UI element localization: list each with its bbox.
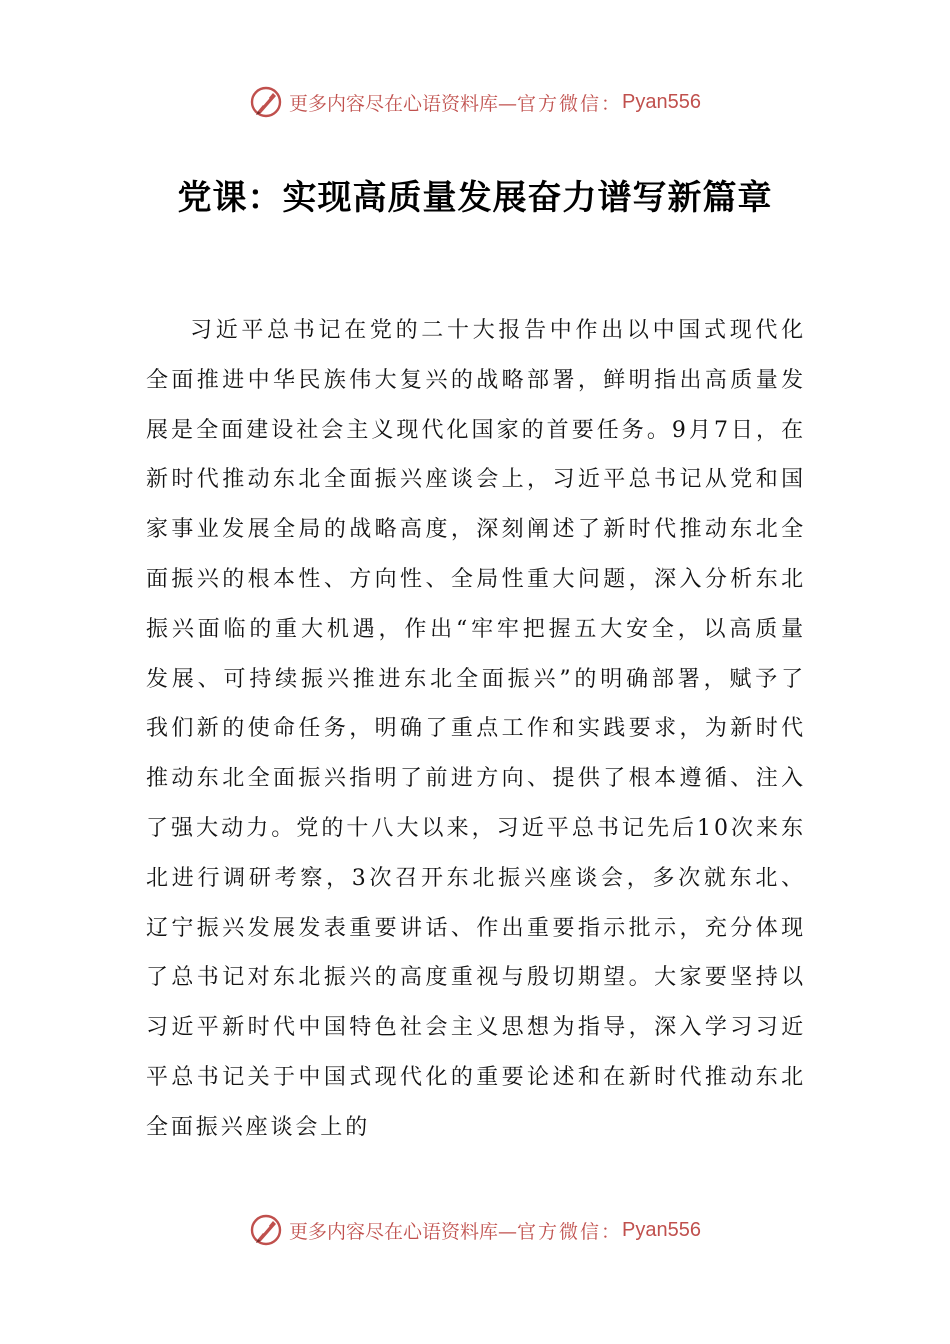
- footer-banner: [0, 1210, 950, 1250]
- banner-slogan: 更多内容尽在心语资料库—: [289, 1220, 518, 1243]
- banner-slogan: 更多内容尽在心语资料库—: [289, 92, 518, 115]
- quill-pen-logo-icon: [249, 1213, 283, 1247]
- banner-wechat-id: Pyan556: [622, 1218, 701, 1241]
- banner-wechat-label: 官方微信：: [517, 92, 623, 115]
- banner-wechat-label: 官方微信：: [517, 1220, 623, 1243]
- header-banner: [0, 82, 950, 122]
- quill-pen-logo-icon: [249, 85, 283, 119]
- document-title: 党课：实现高质量发展奋力谱写新篇章: [177, 178, 773, 218]
- body-paragraph: 习近平总书记在党的二十大报告中作出以中国式现代化全面推进中华民族伟大复兴的战略部署，鲜明指出高质量发展是全面建设社会主义现代化国家的首要任务。9月7日，在新时代推动东北全面振兴座谈会上，习近平总书记从党和国家事业发展全局的战略高度，深刻阐述了新时代推动东北全面振兴的根本性、方向性、全局性重大问题，深入分析东北振兴面临的重大机遇，作出“牢牢把握五大安全，以高质量发展、可持续振兴推进东北全面振兴”的明确部署，赋予了我们新的使命任务，明确了重点工作和实践要求，为新时代推动东北全面振兴指明了前进方向、提供了根本遵循、注入了强大动力。党的十八大以来，习近平总书记先后10次来东北进行调研考察，3次召开东北振兴座谈会，多次就东北、辽宁振兴发展发表重要讲话、作出重要指示批示，充分体现了总书记对东北振兴的高度重视与殷切期望。大家要坚持以习近平新时代中国特色社会主义思想为指导，深入学习习近平总书记关于中国式现代化的重要论述和在新时代推动东北全面振兴座谈会上的: [146, 318, 806, 1140]
- banner-wechat-id: Pyan556: [622, 90, 701, 113]
